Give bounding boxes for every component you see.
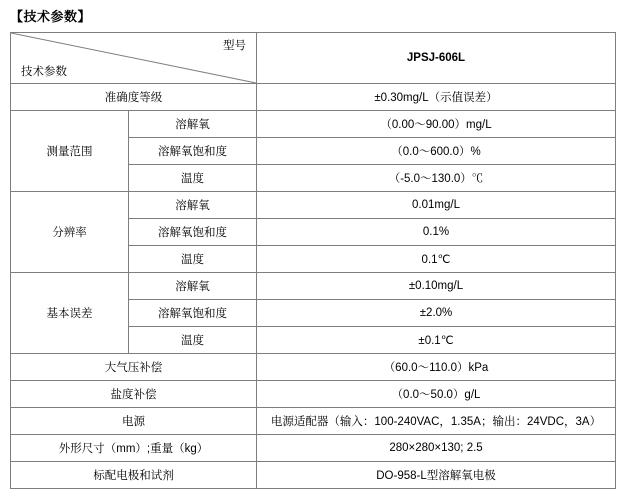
- row-label-range-saturation: 溶解氧饱和度: [129, 138, 257, 165]
- header-model-label: 型号: [223, 40, 246, 52]
- group-label-measuring-range: 测量范围: [11, 111, 129, 192]
- row-value-salinity-compensation: （0.0～50.0）g/L: [257, 381, 616, 408]
- row-label-error-saturation: 溶解氧饱和度: [129, 300, 257, 327]
- row-value-range-saturation: （0.0～600.0）%: [257, 138, 616, 165]
- row-value-error-do: ±0.10mg/L: [257, 273, 616, 300]
- group-label-basic-error: 基本误差: [11, 273, 129, 354]
- row-value-resolution-temp: 0.1℃: [257, 246, 616, 273]
- table-row: [11, 354, 616, 381]
- table-row: [11, 435, 616, 462]
- row-label-resolution-saturation: 溶解氧饱和度: [129, 219, 257, 246]
- row-label-range-temp: 温度: [129, 165, 257, 192]
- page-title: 【技术参数】: [10, 9, 92, 24]
- group-label-resolution: 分辨率: [11, 192, 129, 273]
- row-label-accuracy-grade: 准确度等级: [11, 84, 257, 111]
- header-model-value: JPSJ-606L: [257, 33, 616, 84]
- row-value-power-supply: 电源适配器（输入：100-240VAC，1.35A；输出：24VDC，3A）: [257, 408, 616, 435]
- row-value-resolution-saturation: 0.1%: [257, 219, 616, 246]
- table-row: [11, 462, 616, 489]
- table-row: [11, 84, 616, 111]
- row-value-error-temp: ±0.1℃: [257, 327, 616, 354]
- header-diagonal-cell: [11, 33, 257, 84]
- row-label-resolution-temp: 温度: [129, 246, 257, 273]
- header-param-label: 技术参数: [21, 66, 67, 78]
- row-value-dimensions-weight: 280×280×130; 2.5: [257, 435, 616, 462]
- row-value-range-temp: （-5.0～130.0）℃: [257, 165, 616, 192]
- row-value-accuracy-grade: ±0.30mg/L（示值误差）: [257, 84, 616, 111]
- table-row: [11, 273, 616, 300]
- row-label-pressure-compensation: 大气压补偿: [11, 354, 257, 381]
- row-label-resolution-do: 溶解氧: [129, 192, 257, 219]
- table-row: [11, 381, 616, 408]
- row-label-salinity-compensation: 盐度补偿: [11, 381, 257, 408]
- table-header-row: [11, 33, 616, 84]
- row-label-error-do: 溶解氧: [129, 273, 257, 300]
- row-value-pressure-compensation: （60.0～110.0）kPa: [257, 354, 616, 381]
- row-label-dimensions-weight: 外形尺寸（mm）;重量（kg）: [11, 435, 257, 462]
- row-label-power-supply: 电源: [11, 408, 257, 435]
- table-row: [11, 111, 616, 138]
- row-value-range-do: （0.00～90.00）mg/L: [257, 111, 616, 138]
- row-value-error-saturation: ±2.0%: [257, 300, 616, 327]
- row-value-resolution-do: 0.01mg/L: [257, 192, 616, 219]
- row-value-standard-electrode: DO-958-L型溶解氧电极: [257, 462, 616, 489]
- row-label-range-do: 溶解氧: [129, 111, 257, 138]
- row-label-error-temp: 温度: [129, 327, 257, 354]
- table-row: [11, 192, 616, 219]
- spec-table: [10, 32, 616, 489]
- row-label-standard-electrode: 标配电极和试剂: [11, 462, 257, 489]
- table-row: [11, 408, 616, 435]
